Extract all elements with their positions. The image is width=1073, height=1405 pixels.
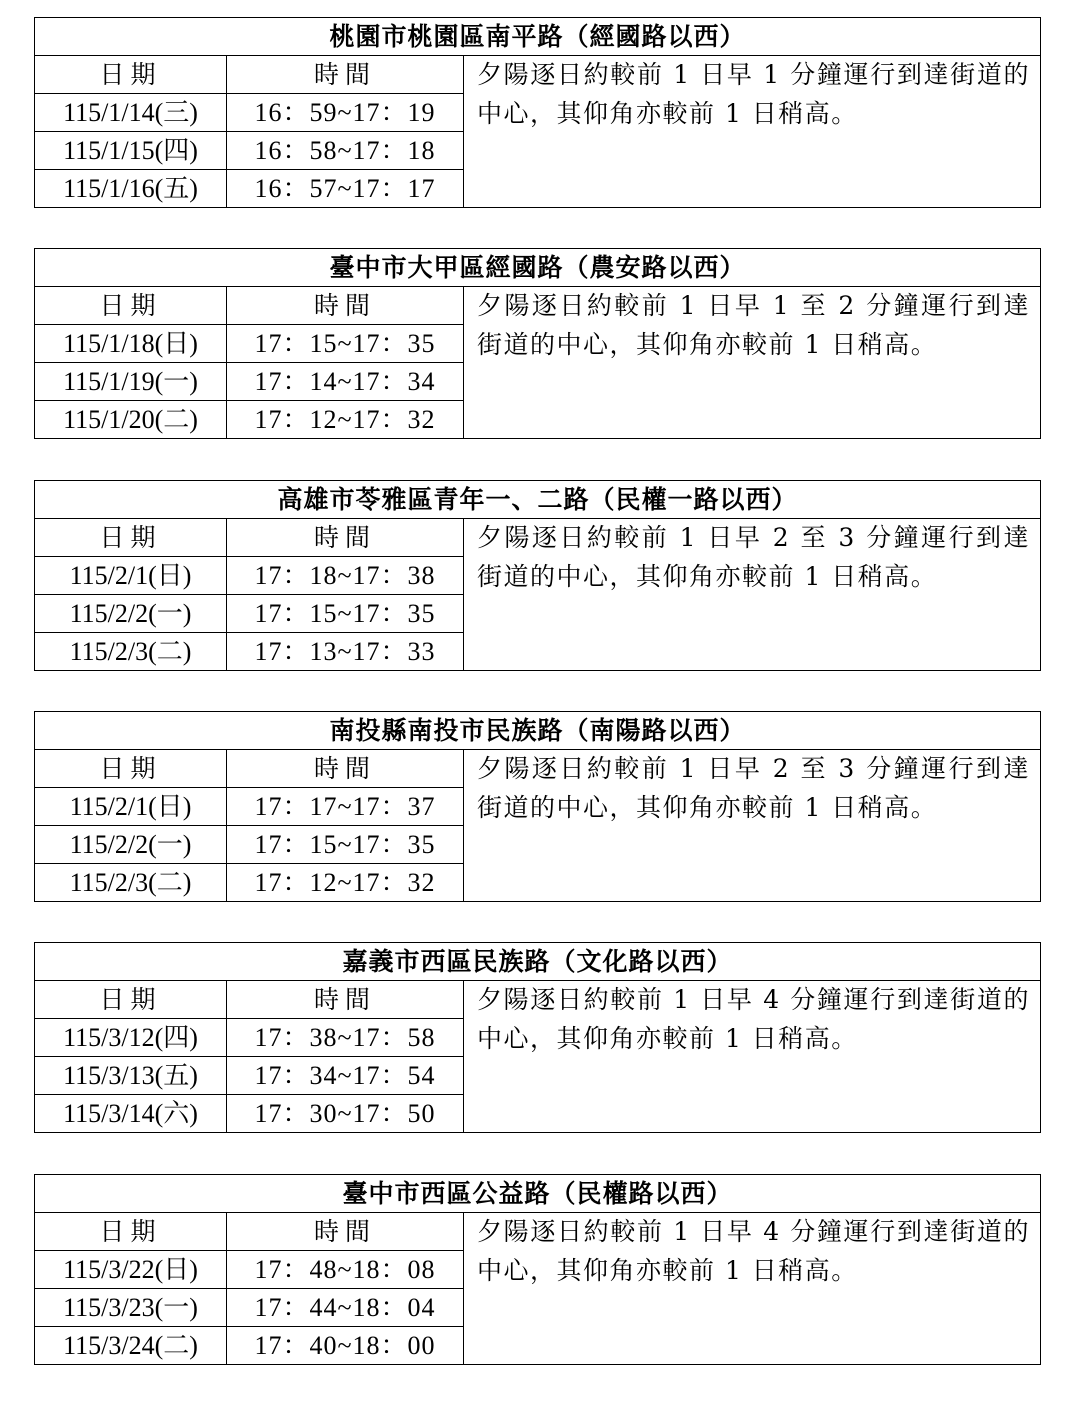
date-cell: 115/1/18(日) bbox=[35, 325, 227, 363]
schedule-table bbox=[34, 1174, 1041, 1365]
table-title: 臺中市大甲區經國路（農安路以西） bbox=[35, 249, 1041, 287]
time-cell: 16：59~17：19 bbox=[227, 94, 464, 132]
time-cell: 17：14~17：34 bbox=[227, 363, 464, 401]
date-cell: 115/1/16(五) bbox=[35, 170, 227, 208]
date-cell: 115/1/15(四) bbox=[35, 132, 227, 170]
table-title-row bbox=[35, 481, 1041, 519]
date-cell: 115/3/23(一) bbox=[35, 1289, 227, 1327]
date-cell: 115/3/14(六) bbox=[35, 1095, 227, 1133]
table-title: 南投縣南投市民族路（南陽路以西） bbox=[35, 712, 1041, 750]
date-cell: 115/3/12(四) bbox=[35, 1019, 227, 1057]
time-cell: 17：18~17：38 bbox=[227, 557, 464, 595]
time-cell: 17：38~17：58 bbox=[227, 1019, 464, 1057]
date-column-header: 日期 bbox=[35, 981, 227, 1019]
schedule-table bbox=[34, 942, 1041, 1133]
date-cell: 115/1/14(三) bbox=[35, 94, 227, 132]
table-title-row bbox=[35, 18, 1041, 56]
date-cell: 115/1/19(一) bbox=[35, 363, 227, 401]
table-header-row bbox=[35, 1213, 1041, 1251]
table-header-row bbox=[35, 981, 1041, 1019]
time-cell: 17：17~17：37 bbox=[227, 788, 464, 826]
schedule-table bbox=[34, 711, 1041, 902]
table-title: 高雄市苓雅區青年一、二路（民權一路以西） bbox=[35, 481, 1041, 519]
time-cell: 17：44~18：04 bbox=[227, 1289, 464, 1327]
time-column-header: 時間 bbox=[227, 519, 464, 557]
date-cell: 115/2/1(日) bbox=[35, 788, 227, 826]
date-column-header: 日期 bbox=[35, 287, 227, 325]
date-cell: 115/2/2(一) bbox=[35, 595, 227, 633]
time-cell: 17：48~18：08 bbox=[227, 1251, 464, 1289]
time-column-header: 時間 bbox=[227, 750, 464, 788]
time-cell: 17：40~18：00 bbox=[227, 1327, 464, 1365]
date-column-header: 日期 bbox=[35, 519, 227, 557]
time-column-header: 時間 bbox=[227, 981, 464, 1019]
time-cell: 16：58~17：18 bbox=[227, 132, 464, 170]
date-cell: 115/3/13(五) bbox=[35, 1057, 227, 1095]
time-cell: 17：13~17：33 bbox=[227, 633, 464, 671]
time-cell: 17：12~17：32 bbox=[227, 864, 464, 902]
time-column-header: 時間 bbox=[227, 287, 464, 325]
table-title: 臺中市西區公益路（民權路以西） bbox=[35, 1175, 1041, 1213]
table-header-row bbox=[35, 750, 1041, 788]
sunset-note: 夕陽逐日約較前 1 日早 2 至 3 分鐘運行到達街道的中心，其仰角亦較前 1 日稍高。 bbox=[464, 750, 1041, 902]
time-cell: 17：30~17：50 bbox=[227, 1095, 464, 1133]
date-cell: 115/3/24(二) bbox=[35, 1327, 227, 1365]
time-cell: 17：34~17：54 bbox=[227, 1057, 464, 1095]
table-title: 嘉義市西區民族路（文化路以西） bbox=[35, 943, 1041, 981]
date-column-header: 日期 bbox=[35, 1213, 227, 1251]
schedule-table bbox=[34, 480, 1041, 671]
time-cell: 17：15~17：35 bbox=[227, 325, 464, 363]
date-cell: 115/1/20(二) bbox=[35, 401, 227, 439]
sunset-note: 夕陽逐日約較前 1 日早 1 至 2 分鐘運行到達街道的中心，其仰角亦較前 1 日稍高。 bbox=[464, 287, 1041, 439]
table-title-row bbox=[35, 249, 1041, 287]
date-cell: 115/2/2(一) bbox=[35, 826, 227, 864]
table-title-row bbox=[35, 1175, 1041, 1213]
date-cell: 115/3/22(日) bbox=[35, 1251, 227, 1289]
time-column-header: 時間 bbox=[227, 1213, 464, 1251]
sunset-note: 夕陽逐日約較前 1 日早 4 分鐘運行到達街道的中心，其仰角亦較前 1 日稍高。 bbox=[464, 981, 1041, 1133]
time-cell: 17：15~17：35 bbox=[227, 595, 464, 633]
schedule-table bbox=[34, 17, 1041, 208]
table-header-row bbox=[35, 519, 1041, 557]
date-cell: 115/2/3(二) bbox=[35, 633, 227, 671]
date-cell: 115/2/3(二) bbox=[35, 864, 227, 902]
time-cell: 17：15~17：35 bbox=[227, 826, 464, 864]
table-title-row bbox=[35, 943, 1041, 981]
time-column-header: 時間 bbox=[227, 56, 464, 94]
schedule-table bbox=[34, 248, 1041, 439]
time-cell: 16：57~17：17 bbox=[227, 170, 464, 208]
date-column-header: 日期 bbox=[35, 56, 227, 94]
table-title-row bbox=[35, 712, 1041, 750]
date-column-header: 日期 bbox=[35, 750, 227, 788]
table-header-row bbox=[35, 56, 1041, 94]
sunset-note: 夕陽逐日約較前 1 日早 1 分鐘運行到達街道的中心，其仰角亦較前 1 日稍高。 bbox=[464, 56, 1041, 208]
table-header-row bbox=[35, 287, 1041, 325]
time-cell: 17：12~17：32 bbox=[227, 401, 464, 439]
date-cell: 115/2/1(日) bbox=[35, 557, 227, 595]
table-title: 桃園市桃園區南平路（經國路以西） bbox=[35, 18, 1041, 56]
sunset-note: 夕陽逐日約較前 1 日早 2 至 3 分鐘運行到達街道的中心，其仰角亦較前 1 日稍高。 bbox=[464, 519, 1041, 671]
sunset-note: 夕陽逐日約較前 1 日早 4 分鐘運行到達街道的中心，其仰角亦較前 1 日稍高。 bbox=[464, 1213, 1041, 1365]
